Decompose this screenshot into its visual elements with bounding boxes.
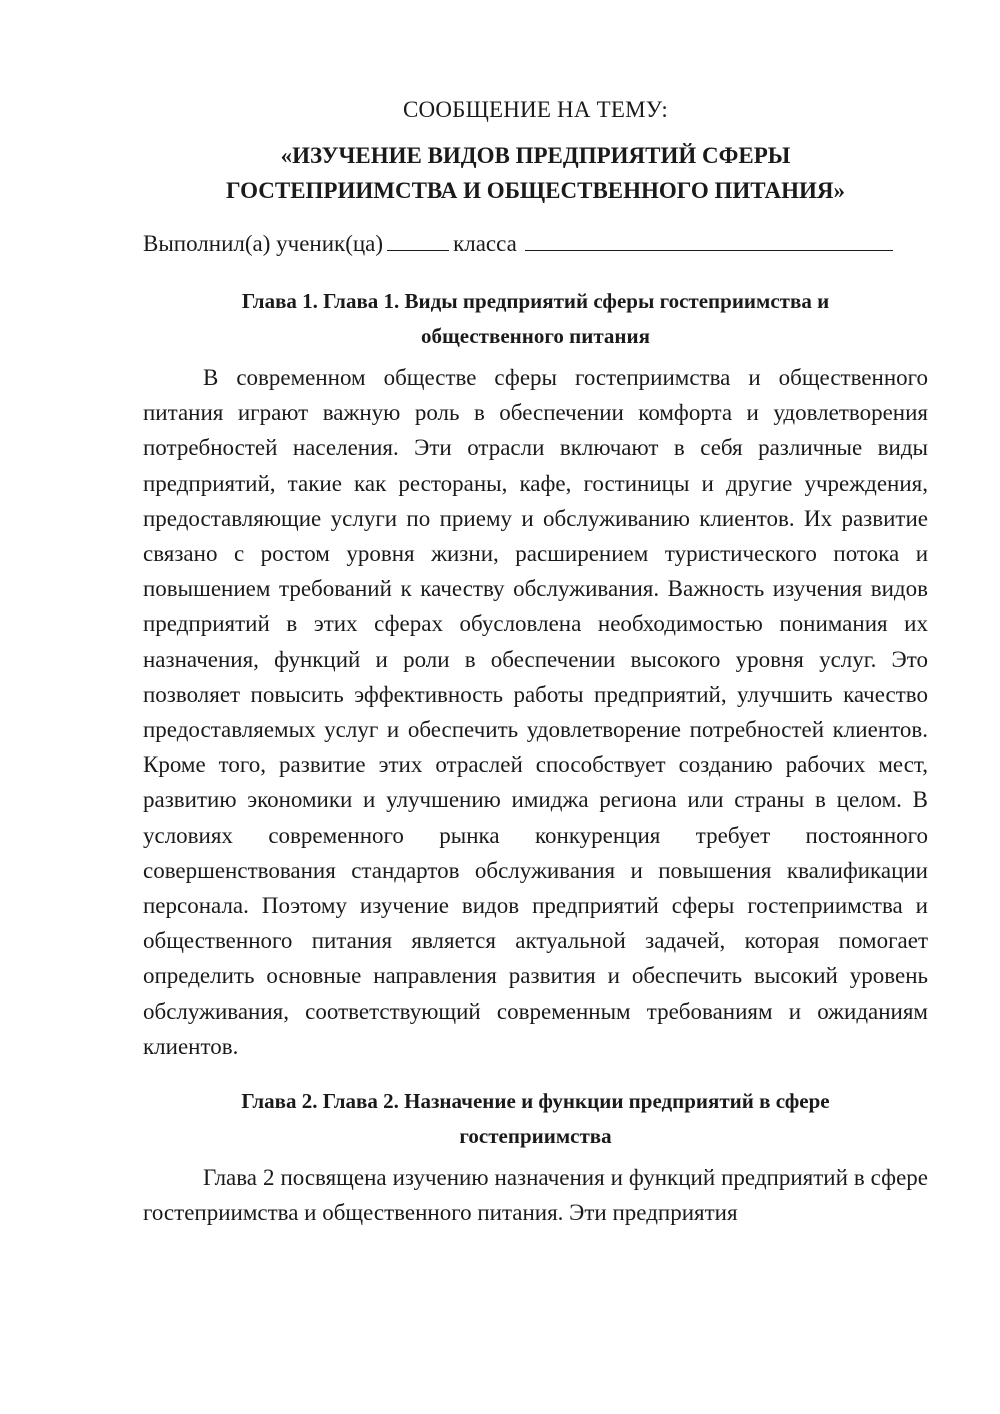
document-title bbox=[143, 138, 928, 208]
chapter-2-title-line-1: Глава 2. Глава 2. Назначение и функции предприятий в сфере bbox=[241, 1089, 830, 1114]
document-content bbox=[143, 92, 928, 1250]
student-name-blank bbox=[525, 228, 893, 251]
document-title-line-1: «ИЗУЧЕНИЕ ВИДОВ ПРЕДПРИЯТИЙ СФЕРЫ bbox=[280, 143, 791, 168]
chapter-2-title bbox=[143, 1084, 928, 1154]
chapter-1 bbox=[143, 284, 928, 1064]
chapter-1-title-line-1: Глава 1. Глава 1. Виды предприятий сферы гостеприимства и bbox=[241, 289, 830, 313]
chapter-1-paragraph: В современном обществе сферы гостеприимства и общественного питания играют важную роль в обеспечении комфорта и удовлетворения потребностей населения. Эти отрасли включают в себя различные виды предприятий, такие как рестораны, кафе, гостиницы и другие учреждения, предоставляющие услуги по приему и обслуживанию клиентов. Их развитие связано с ростом уровня жизни, расширением туристического потока и повышением требований к качеству обслуживания. Важность изучения видов предприятий в этих сферах обусловлена необходимостью понимания их назначения, функций и роли в обеспечении высокого уровня услуг. Это позволяет повысить эффективность работы предприятий, улучшить качество предоставляемых услуг и обеспечить удовлетворение потребностей клиентов. Кроме того, развитие этих отраслей способствует созданию рабочих мест, развитию экономики и улучшению имиджа региона или страны в целом. В условиях современного рынка конкуренция требует постоянного совершенствования стандартов обслуживания и повышения квалификации персонала. Поэтому изучение видов предприятий сферы гостеприимства и общественного питания является актуальной задачей, которая помогает определить основные направления развития и обеспечить высокий уровень обслуживания, соответствующий современным требованиям и ожиданиям клиентов. bbox=[143, 365, 928, 1059]
chapter-2 bbox=[143, 1084, 928, 1230]
class-label: класса bbox=[453, 231, 517, 256]
document-type-line: СООБЩЕНИЕ НА ТЕМУ: bbox=[403, 97, 668, 122]
chapter-1-title-line-2: общественного питания bbox=[421, 324, 650, 348]
document-title-line-2: ГОСТЕПРИИМСТВА И ОБЩЕСТВЕННОГО ПИТАНИЯ» bbox=[226, 178, 845, 203]
chapter-2-title-line-2: гостеприимства bbox=[459, 1124, 612, 1149]
signature-prefix: Выполнил(а) ученик(ца) bbox=[143, 231, 384, 256]
chapter-2-paragraph: Глава 2 посвящена изучению назначения и функций предприятий в сфере гостеприимства и общественного питания. Эти предприятия bbox=[143, 1165, 928, 1226]
signature-line bbox=[143, 226, 928, 262]
class-number-blank bbox=[387, 228, 449, 251]
chapter-1-title bbox=[143, 284, 928, 354]
